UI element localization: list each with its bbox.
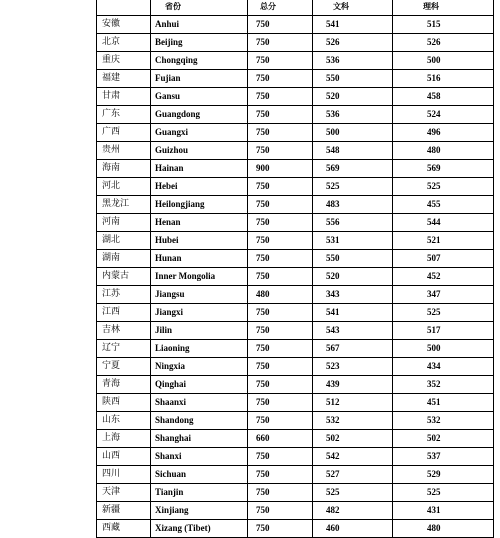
province-cn-cell: 四川	[97, 466, 151, 484]
total-score-cell: 750	[248, 250, 313, 268]
province-cn-cell: 新疆	[97, 502, 151, 520]
province-name-cell: Shanxi	[151, 448, 248, 466]
table-row	[97, 196, 494, 214]
table-row	[97, 250, 494, 268]
total-score-cell: 750	[248, 52, 313, 70]
table-row	[97, 70, 494, 88]
table-row	[97, 520, 494, 538]
province-name-cell: Henan	[151, 214, 248, 232]
province-name-cell: Qinghai	[151, 376, 248, 394]
province-cn-cell: 湖南	[97, 250, 151, 268]
province-name-cell: Guizhou	[151, 142, 248, 160]
province-cn-cell: 辽宁	[97, 340, 151, 358]
liberal-arts-score-cell: 460	[313, 520, 393, 538]
liberal-arts-score-cell: 520	[313, 268, 393, 286]
province-cn-cell: 甘肃	[97, 88, 151, 106]
science-score-cell: 480	[393, 520, 494, 538]
province-name-cell: Inner Mongolia	[151, 268, 248, 286]
province-name-cell: Heilongjiang	[151, 196, 248, 214]
table-header-row	[97, 0, 494, 16]
table-row	[97, 160, 494, 178]
science-score-cell: 452	[393, 268, 494, 286]
province-cn-cell: 陕西	[97, 394, 151, 412]
liberal-arts-score-cell: 536	[313, 106, 393, 124]
science-score-cell: 500	[393, 52, 494, 70]
province-name-cell: Guangdong	[151, 106, 248, 124]
liberal-arts-score-cell: 520	[313, 88, 393, 106]
liberal-arts-score-cell: 500	[313, 124, 393, 142]
province-name-cell: Tianjin	[151, 484, 248, 502]
science-score-cell: 347	[393, 286, 494, 304]
province-name-cell: Xinjiang	[151, 502, 248, 520]
science-score-cell: 525	[393, 178, 494, 196]
total-score-cell: 750	[248, 394, 313, 412]
province-cn-cell: 西藏	[97, 520, 151, 538]
science-score-cell: 526	[393, 34, 494, 52]
science-score-cell: 524	[393, 106, 494, 124]
liberal-arts-score-cell: 531	[313, 232, 393, 250]
table-row	[97, 358, 494, 376]
table-row	[97, 448, 494, 466]
total-score-cell: 750	[248, 106, 313, 124]
total-score-cell: 660	[248, 430, 313, 448]
science-score-cell: 507	[393, 250, 494, 268]
total-score-cell: 750	[248, 142, 313, 160]
liberal-arts-score-cell: 532	[313, 412, 393, 430]
liberal-arts-score-cell: 526	[313, 34, 393, 52]
science-score-cell: 500	[393, 340, 494, 358]
table-row	[97, 268, 494, 286]
province-cn-cell: 内蒙古	[97, 268, 151, 286]
province-name-cell: Gansu	[151, 88, 248, 106]
liberal-arts-score-cell: 542	[313, 448, 393, 466]
province-cn-cell: 青海	[97, 376, 151, 394]
liberal-arts-score-cell: 523	[313, 358, 393, 376]
province-cn-cell: 海南	[97, 160, 151, 178]
liberal-arts-score-cell: 569	[313, 160, 393, 178]
total-score-cell: 750	[248, 502, 313, 520]
science-score-cell: 455	[393, 196, 494, 214]
province-cn-cell: 广东	[97, 106, 151, 124]
table-row	[97, 286, 494, 304]
science-score-cell: 529	[393, 466, 494, 484]
liberal-arts-score-cell: 548	[313, 142, 393, 160]
province-cn-cell: 江苏	[97, 286, 151, 304]
province-cn-cell: 河南	[97, 214, 151, 232]
table-row	[97, 322, 494, 340]
liberal-arts-score-cell: 439	[313, 376, 393, 394]
header-liberal-arts: 文科	[313, 0, 393, 16]
header-province: 省份	[151, 0, 248, 16]
province-name-cell: Liaoning	[151, 340, 248, 358]
province-name-cell: Hunan	[151, 250, 248, 268]
table-row	[97, 304, 494, 322]
liberal-arts-score-cell: 512	[313, 394, 393, 412]
table-row	[97, 376, 494, 394]
science-score-cell: 431	[393, 502, 494, 520]
liberal-arts-score-cell: 343	[313, 286, 393, 304]
province-cn-cell: 天津	[97, 484, 151, 502]
table-row	[97, 214, 494, 232]
province-cn-cell: 山东	[97, 412, 151, 430]
province-cn-cell: 北京	[97, 34, 151, 52]
province-name-cell: Shanghai	[151, 430, 248, 448]
table-row	[97, 106, 494, 124]
province-cn-cell: 安徽	[97, 16, 151, 34]
province-cn-cell: 广西	[97, 124, 151, 142]
province-name-cell: Hebei	[151, 178, 248, 196]
header-province-cn	[97, 0, 151, 16]
science-score-cell: 352	[393, 376, 494, 394]
science-score-cell: 537	[393, 448, 494, 466]
province-name-cell: Guangxi	[151, 124, 248, 142]
header-science: 理科	[393, 0, 494, 16]
liberal-arts-score-cell: 536	[313, 52, 393, 70]
total-score-cell: 750	[248, 88, 313, 106]
liberal-arts-score-cell: 525	[313, 178, 393, 196]
science-score-cell: 521	[393, 232, 494, 250]
liberal-arts-score-cell: 483	[313, 196, 393, 214]
province-name-cell: Beijing	[151, 34, 248, 52]
table-row	[97, 34, 494, 52]
science-score-cell: 544	[393, 214, 494, 232]
science-score-cell: 451	[393, 394, 494, 412]
province-name-cell: Jiangxi	[151, 304, 248, 322]
total-score-cell: 750	[248, 268, 313, 286]
total-score-cell: 750	[248, 448, 313, 466]
total-score-cell: 750	[248, 340, 313, 358]
total-score-cell: 750	[248, 304, 313, 322]
total-score-cell: 750	[248, 412, 313, 430]
table-row	[97, 340, 494, 358]
total-score-cell: 750	[248, 232, 313, 250]
total-score-cell: 750	[248, 466, 313, 484]
total-score-cell: 750	[248, 358, 313, 376]
table-row	[97, 412, 494, 430]
total-score-cell: 750	[248, 484, 313, 502]
province-cn-cell: 江西	[97, 304, 151, 322]
total-score-cell: 900	[248, 160, 313, 178]
province-cn-cell: 贵州	[97, 142, 151, 160]
total-score-cell: 480	[248, 286, 313, 304]
science-score-cell: 434	[393, 358, 494, 376]
total-score-cell: 750	[248, 376, 313, 394]
total-score-cell: 750	[248, 178, 313, 196]
province-cn-cell: 上海	[97, 430, 151, 448]
table-row	[97, 142, 494, 160]
liberal-arts-score-cell: 567	[313, 340, 393, 358]
total-score-cell: 750	[248, 196, 313, 214]
table-row	[97, 502, 494, 520]
province-cn-cell: 重庆	[97, 52, 151, 70]
science-score-cell: 515	[393, 16, 494, 34]
liberal-arts-score-cell: 541	[313, 304, 393, 322]
province-cn-cell: 宁夏	[97, 358, 151, 376]
science-score-cell: 569	[393, 160, 494, 178]
province-cn-cell: 黑龙江	[97, 196, 151, 214]
total-score-cell: 750	[248, 520, 313, 538]
province-name-cell: Sichuan	[151, 466, 248, 484]
science-score-cell: 525	[393, 484, 494, 502]
table-row	[97, 394, 494, 412]
province-cn-cell: 山西	[97, 448, 151, 466]
liberal-arts-score-cell: 502	[313, 430, 393, 448]
province-name-cell: Xizang (Tibet)	[151, 520, 248, 538]
liberal-arts-score-cell: 550	[313, 250, 393, 268]
liberal-arts-score-cell: 527	[313, 466, 393, 484]
liberal-arts-score-cell: 482	[313, 502, 393, 520]
province-name-cell: Chongqing	[151, 52, 248, 70]
science-score-cell: 496	[393, 124, 494, 142]
province-name-cell: Shandong	[151, 412, 248, 430]
total-score-cell: 750	[248, 124, 313, 142]
score-table	[96, 0, 494, 538]
total-score-cell: 750	[248, 34, 313, 52]
table-row	[97, 16, 494, 34]
province-name-cell: Hubei	[151, 232, 248, 250]
science-score-cell: 458	[393, 88, 494, 106]
science-score-cell: 516	[393, 70, 494, 88]
province-name-cell: Fujian	[151, 70, 248, 88]
total-score-cell: 750	[248, 70, 313, 88]
province-name-cell: Anhui	[151, 16, 248, 34]
province-name-cell: Hainan	[151, 160, 248, 178]
table-row	[97, 88, 494, 106]
province-name-cell: Ningxia	[151, 358, 248, 376]
table-row	[97, 466, 494, 484]
total-score-cell: 750	[248, 214, 313, 232]
table-row	[97, 232, 494, 250]
total-score-cell: 750	[248, 322, 313, 340]
total-score-cell: 750	[248, 16, 313, 34]
table-row	[97, 430, 494, 448]
liberal-arts-score-cell: 525	[313, 484, 393, 502]
province-name-cell: Jilin	[151, 322, 248, 340]
science-score-cell: 480	[393, 142, 494, 160]
province-name-cell: Jiangsu	[151, 286, 248, 304]
province-cn-cell: 福建	[97, 70, 151, 88]
science-score-cell: 517	[393, 322, 494, 340]
header-total-score: 总分	[248, 0, 313, 16]
document-page	[96, 0, 494, 538]
table-row	[97, 484, 494, 502]
science-score-cell: 532	[393, 412, 494, 430]
liberal-arts-score-cell: 543	[313, 322, 393, 340]
science-score-cell: 525	[393, 304, 494, 322]
table-row	[97, 52, 494, 70]
liberal-arts-score-cell: 550	[313, 70, 393, 88]
province-cn-cell: 湖北	[97, 232, 151, 250]
province-cn-cell: 河北	[97, 178, 151, 196]
province-name-cell: Shaanxi	[151, 394, 248, 412]
province-cn-cell: 吉林	[97, 322, 151, 340]
table-body	[97, 16, 494, 538]
liberal-arts-score-cell: 556	[313, 214, 393, 232]
science-score-cell: 502	[393, 430, 494, 448]
table-row	[97, 178, 494, 196]
liberal-arts-score-cell: 541	[313, 16, 393, 34]
table-row	[97, 124, 494, 142]
